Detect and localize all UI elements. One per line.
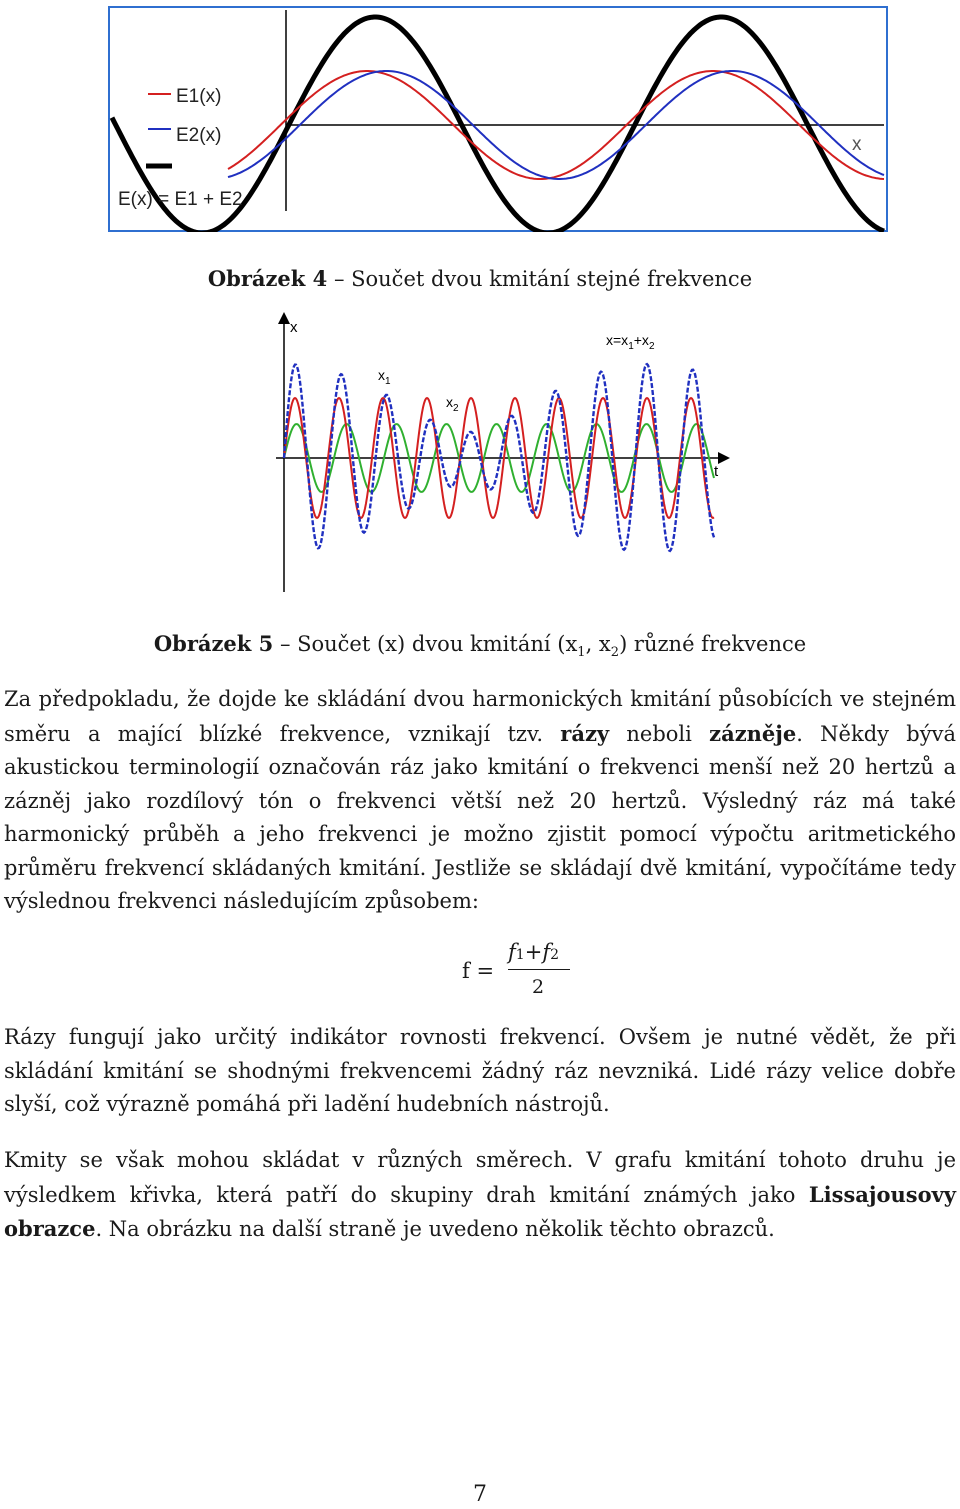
- x1-label: $x_1$: [378, 367, 391, 387]
- figure-4-caption-text: – Součet dvou kmitání stejné frekvence: [327, 267, 753, 291]
- paragraph-text: neboli: [609, 721, 710, 746]
- x2-label: $x_2$: [446, 394, 459, 414]
- figure-same-frequency: [108, 6, 888, 232]
- x-axis-label: x: [290, 319, 298, 336]
- x-axis-label: x: [852, 134, 862, 155]
- caption-sub-2: 2: [610, 645, 620, 661]
- legend-e2-label: E2(x): [176, 125, 222, 146]
- figure-5-caption: [0, 631, 960, 660]
- paragraph-text: Za předpokladu, že dojde ke skládání dvou harmonických kmitání působících ve stejném směru a mající blízké frekvence, vznikají tzv.: [4, 687, 956, 746]
- paragraph-text: . Na obrázku na další straně je uvedeno několik těchto obrazců.: [95, 1217, 775, 1241]
- caption-text-b: , x: [585, 632, 611, 656]
- paragraph-text: Kmity se však mohou skládat v různých směrech. V grafu kmitání tohoto druhu je výsledkem křivka, která patří do skupiny drah kmitání známých jako: [4, 1148, 956, 1207]
- paragraph-beats-indicator: Rázy fungují jako určitý indikátor rovnosti frekvencí. Ovšem je nutné vědět, že při skládání kmitání se shodnými frekvencemi žádný ráz nevzniká. Lidé rázy velice dobře slyší, což výrazně pomáhá při ladění hudebních nástrojů.: [4, 1025, 956, 1116]
- formula-numerator: [508, 940, 559, 964]
- figure-5-caption-label: Obrázek 5: [153, 631, 274, 656]
- figure-different-frequency: [270, 312, 730, 602]
- formula-sub2: 2: [550, 947, 560, 963]
- formula-lhs: f =: [462, 959, 495, 983]
- caption-sub-1: 1: [577, 645, 586, 661]
- legend-sum-label: E(x) = E1 + E2: [118, 189, 243, 210]
- frequency-formula: [462, 942, 602, 1002]
- figure-4-caption: [0, 266, 960, 291]
- paragraph-beats: [4, 683, 956, 919]
- paragraph-text: . Někdy bývá akustickou terminologií označován ráz jako kmitání o frekvenci menší než 20 hertzů a zázněj jako rozdílový tón o frekvenci větší než 20 hertzů. Výsledný ráz má také harmonický průběh a jeho frekvenci je možno zjistit pomocí výpočtu aritmetického průměru frekvencí skládaných kmitání. Jestliže se skládají dvě kmitání, vypočítáme tedy výslednou frekvenci následujícím způsobem:: [4, 721, 956, 913]
- formula-f1: 𝑓: [508, 940, 516, 964]
- formula-sub1: 1: [515, 947, 525, 963]
- term-zazneje: zázněje: [709, 720, 797, 746]
- formula-plus: +: [524, 940, 543, 964]
- formula-fraction-bar: [508, 969, 570, 970]
- paragraph-lissajous: [4, 1144, 956, 1247]
- figure-4-caption-label: Obrázek 4: [207, 266, 328, 291]
- caption-text-a: – Součet (x) dvou kmitání (x: [273, 632, 578, 656]
- sum-label: $x=x_1+x_2$: [606, 332, 655, 352]
- legend-e1-label: E1(x): [176, 86, 222, 107]
- t-axis-label: t: [714, 463, 719, 480]
- page-number: 7: [473, 1482, 487, 1507]
- caption-text-c: ) různé frekvence: [619, 632, 807, 656]
- term-razy: rázy: [560, 720, 610, 746]
- term-lissajous: Lissajousovy obrazce: [4, 1181, 956, 1241]
- formula-denominator: 2: [532, 976, 545, 998]
- formula-f2: 𝑓: [542, 940, 551, 964]
